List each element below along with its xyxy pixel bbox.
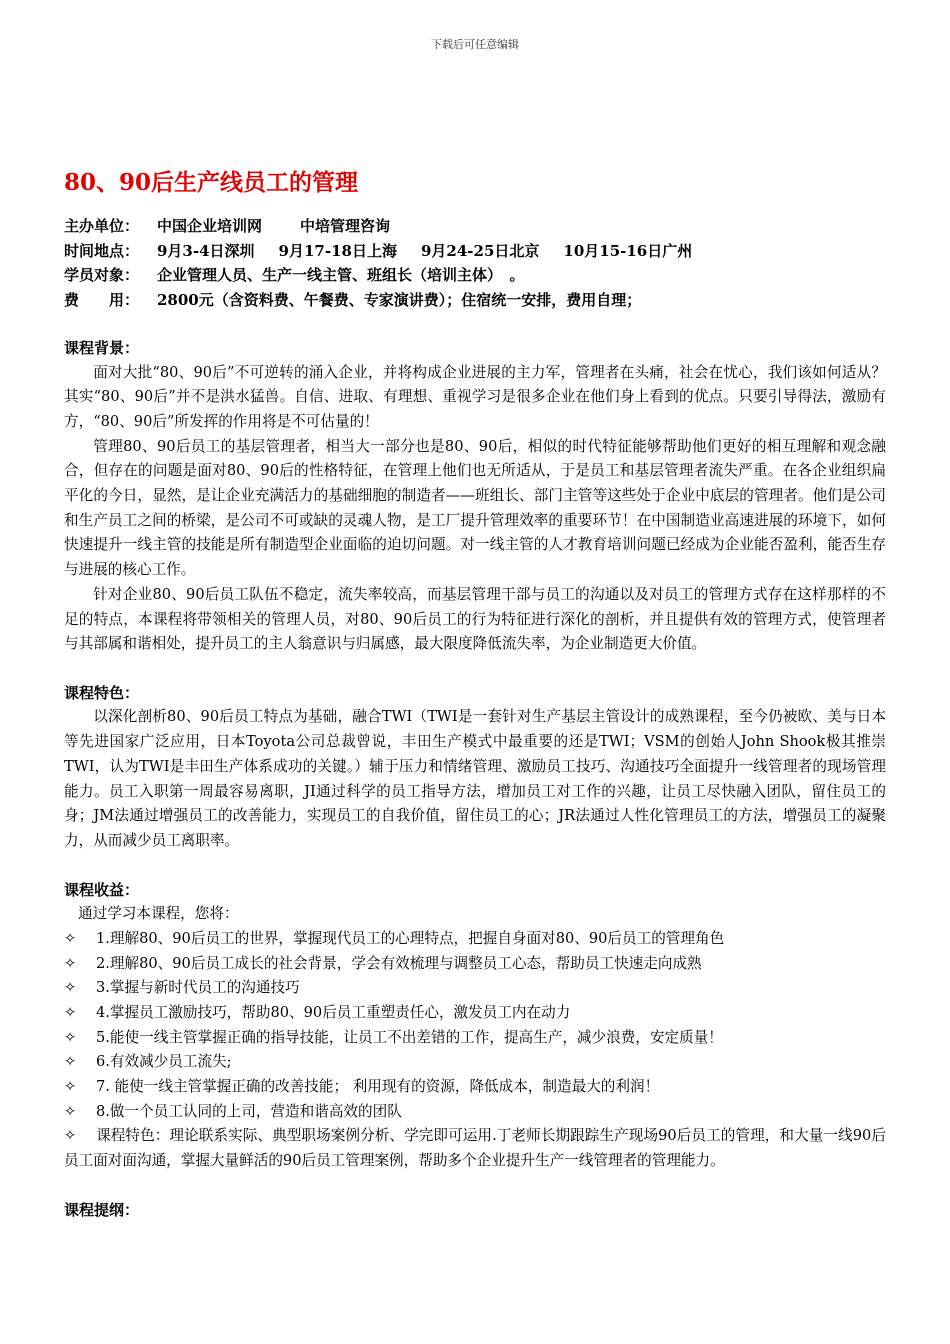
diamond-bullet-icon: ✧	[64, 1078, 77, 1096]
diamond-bullet-icon: ✧	[64, 1102, 77, 1120]
organizer-row	[64, 214, 886, 239]
benefit-item: ✧ 8.做一个员工认同的上司，营造和谐高效的团队	[64, 1100, 886, 1125]
features-title: 课程特色：	[64, 683, 140, 702]
audience-row	[64, 263, 886, 288]
benefits-intro: 通过学习本课程，您将：	[78, 905, 239, 923]
diamond-bullet-icon: ✧	[64, 1003, 77, 1021]
diamond-bullet-icon: ✧	[64, 1028, 77, 1046]
schedule-shanghai: 9月17-18日上海	[278, 241, 397, 260]
benefit-item: ✧ 7. 能使一线主管掌握正确的改善技能； 利用现有的资源，降低成本，制造最大的利润！	[64, 1075, 886, 1100]
document-content	[64, 166, 886, 1222]
diamond-bullet-icon: ✧	[64, 954, 77, 972]
benefit-item: ✧ 6.有效减少员工流失;	[64, 1050, 886, 1075]
organizer-1: 中国企业培训网	[157, 217, 263, 235]
organizer-label: 主办单位：	[64, 217, 140, 235]
fee-row	[64, 288, 886, 313]
fee-value: 2800元（含资料费、午餐费、专家演讲费）；住宿统一安排，费用自理；	[157, 290, 642, 309]
schedule-shenzhen: 9月3-4日深圳	[157, 241, 255, 260]
schedule-guangzhou: 10月15-16日广州	[563, 241, 693, 260]
benefit-item: ✧ 3.掌握与新时代员工的沟通技巧	[64, 976, 886, 1001]
benefit-item: ✧ 2.理解80、90后员工成长的社会背景，学会有效梳理与调整员工心态，帮助员工快速走向成熟	[64, 952, 886, 977]
background-title: 课程背景：	[64, 339, 140, 357]
benefit-item: ✧ 4.掌握员工激励技巧，帮助80、90后员工重塑责任心，激发员工内在动力	[64, 1001, 886, 1026]
schedule-label: 时间地点：	[64, 241, 140, 260]
diamond-bullet-icon: ✧	[64, 929, 77, 947]
organizer-2: 中培管理咨询	[300, 217, 391, 235]
audience-value: 企业管理人员、生产一线主管、班组长（培训主体） 。	[157, 266, 525, 284]
page-title: 80、90后生产线员工的管理	[64, 169, 359, 196]
audience-label: 学员对象：	[64, 266, 140, 284]
background-paragraph: 管理80、90后员工的基层管理者，相当大一部分也是80、90后，相似的时代特征能够帮助他们更好的相互理解和观念融合，但存在的问题是面对80、90后的性格特征，在管理上他们也无所适从，于是员工和基层管理者流失严重。在各企业组织扁平化的今日，显然，是让企业充满活力的基础细胞的制造者——班组长、部门主管等这些处于企业中底层的管理者。他们是公司和生产员工之间的桥梁，是公司不可或缺的灵魂人物，是工厂提升管理效率的重要环节！在中国制造业高速进展的环境下，如何快速提升一线主管的技能是所有制造型企业面临的迫切问题。对一线主管的人才教育培训问题已经成为企业能否盈利，能否生存与进展的核心工作。	[64, 437, 886, 579]
fee-label: 费 用：	[64, 290, 140, 309]
background-paragraph: 针对企业80、90后员工队伍不稳定，流失率较高，而基层管理干部与员工的沟通以及对员工的管理方式存在这样那样的不足的特点，本课程将带领相关的管理人员，对80、90后员工的行为特征进行深化的剖析，并且提供有效的管理方式，使管理者与其部属和谐相处，提升员工的主人翁意识与归属感，最大限度降低流失率，为企业制造更大价值。	[64, 585, 886, 653]
benefit-item: ✧ 5.能使一线主管掌握正确的指导技能，让员工不出差错的工作，提高生产，减少浪费，安定质量！	[64, 1026, 886, 1051]
schedule-beijing: 9月24-25日北京	[420, 241, 540, 260]
schedule-row	[64, 239, 886, 264]
diamond-bullet-icon: ✧	[64, 1053, 77, 1071]
header-note: 下载后可任意编辑	[431, 38, 519, 51]
diamond-bullet-icon: ✧	[64, 1127, 77, 1145]
benefit-item-features: ✧ 课程特色：理论联系实际、典型职场案例分析、学完即可运用.丁老师长期跟踪生产现场90后员工的管理，和大量一线90后员工面对面沟通，掌握大量鲜活的90后员工管理案例，帮助多个企业提升生产一线管理者的管理能力。	[64, 1124, 886, 1173]
outline-title: 课程提纲：	[64, 1200, 140, 1219]
diamond-bullet-icon: ✧	[64, 979, 77, 997]
benefit-item: ✧ 1.理解80、90后员工的世界，掌握现代员工的心理特点，把握自身面对80、90后员工的管理角色	[64, 927, 886, 952]
background-paragraph: 面对大批“80、90后”不可逆转的涌入企业，并将构成企业进展的主力军，管理者在头痛，社会在忧心，我们该如何适从？其实“80、90后”并不是洪水猛兽。自信、进取、有理想、重视学习是很多企业在他们身上看到的优点。只要引导得法，激励有方，“80、90后”所发挥的作用将是不可估量的！	[64, 363, 886, 430]
features-paragraph: 以深化剖析80、90后员工特点为基础，融合TWI（TWI是一套针对生产基层主管设计的成熟课程，至今仍被欧、美与日本等先进国家广泛应用，日本Toyota公司总裁曾说，丰田生产模式中最重要的还是TWI；VSM的创始人John Shook极其推崇TWI，认为TWI是丰田生产体系成功的关键。）辅于压力和情绪管理、激励员工技巧、沟通技巧全面提升一线管理者的现场管理能力。员工入职第一周最容易离职，JI通过科学的员工指导方法，增加员工对工作的兴趣，让员工尽快融入团队，留住员工的身；JM法通过增强员工的改善能力，实现员工的自我价值，留住员工的心；JR法通过人性化管理员工的方法，增强员工的凝聚力，从而减少员工离职率。	[64, 708, 886, 849]
benefits-title: 课程收益：	[64, 880, 140, 899]
